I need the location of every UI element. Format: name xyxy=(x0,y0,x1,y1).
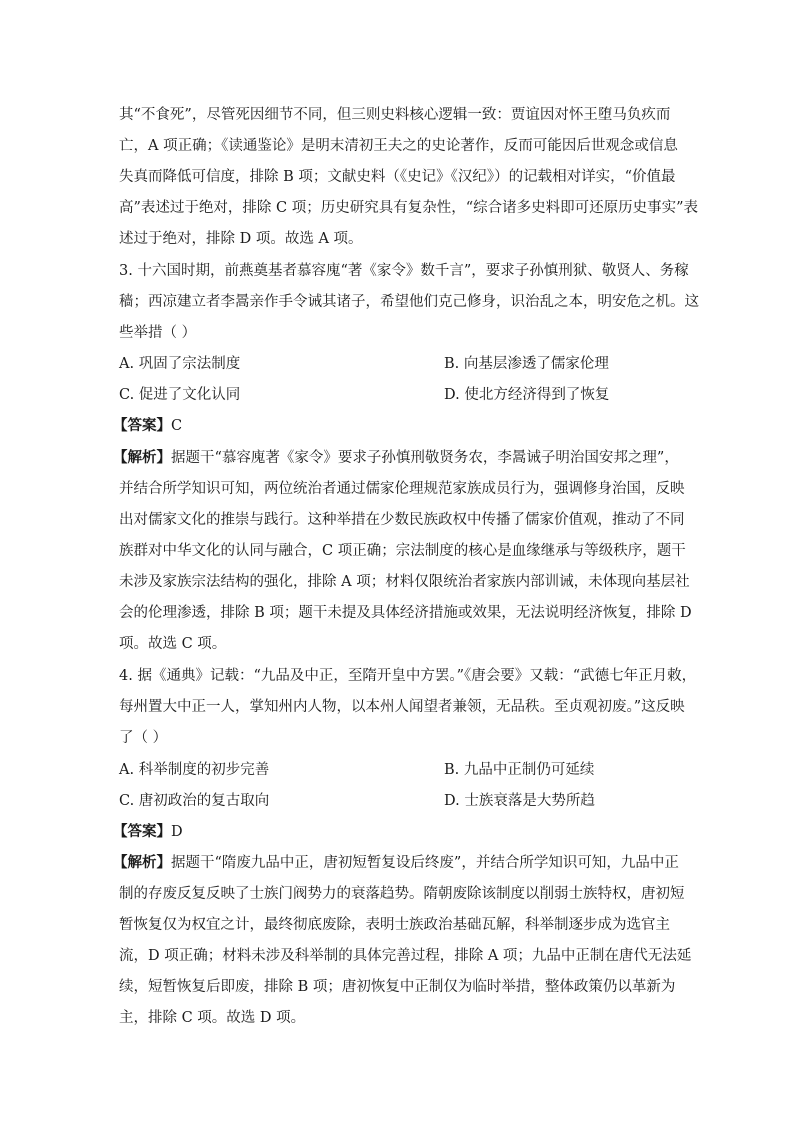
q4-option-d: D. 士族衰落是大势所趋 xyxy=(444,793,595,809)
q3-analysis-line: 出对儒家文化的推崇与践行。这种举措在少数民族政权中传播了儒家价值观，推动了不同 xyxy=(119,512,685,528)
q3-option-d: D. 使北方经济得到了恢复 xyxy=(444,387,610,403)
q4-stem-line: 每州置大中正一人，掌知州内人物，以本州人闻望者兼领，无品秩。至贞观初废。”这反映 xyxy=(119,699,685,715)
q4-option-a: A. 科举制度的初步完善 xyxy=(119,762,270,778)
q4-answer xyxy=(113,820,183,841)
analysis-label: 【解析】 xyxy=(113,854,171,871)
q4-option-b: B. 九品中正制仍可延续 xyxy=(444,762,595,778)
q3-analysis-line: 未涉及家族宗法结构的强化，排除 A 项；材料仅限统治者家族内部训诫，未体现向基层社 xyxy=(119,574,690,590)
analysis-text: 据题干“慕容廆著《家令》要求子孙慎刑敬贤务农，李暠诫子明治国安邦之理”， xyxy=(171,450,679,466)
q4-stem-line: 4. 据《通典》记载：“九品及中正，至隋开皇中方罢。”《唐会要》又载：“武德七年正月敕， xyxy=(119,668,697,684)
q4-analysis-line: 制的存废反复反映了士族门阀势力的衰落趋势。隋朝废除该制度以削弱士族特权，唐初短 xyxy=(119,886,685,902)
q3-answer xyxy=(113,414,182,435)
q3-analysis-line xyxy=(113,446,679,467)
q3-analysis-line: 项。故选 C 项。 xyxy=(119,636,227,652)
q4-analysis-line: 暂恢复仅为权宜之计，最终彻底废除，表明士族政治基础瓦解，科举制逐步成为选官主 xyxy=(119,917,670,933)
answer-value: D xyxy=(171,824,183,840)
q3-analysis-line: 族群对中华文化的认同与融合，C 项正确；宗法制度的核心是血缘继承与等级秩序，题干 xyxy=(119,543,686,559)
q4-stem-line: 了（ ） xyxy=(119,730,168,746)
q3-stem-line: 些举措（ ） xyxy=(119,325,197,341)
q3-option-b: B. 向基层渗透了儒家伦理 xyxy=(444,356,609,372)
answer-label: 【答案】 xyxy=(113,417,171,434)
q3-option-c: C. 促进了文化认同 xyxy=(119,387,241,403)
q4-analysis-line: 续，短暂恢复后即废，排除 B 项；唐初恢复中正制仅为临时举措，整体政策仍以革新为 xyxy=(119,979,676,995)
q4-option-c: C. 唐初政治的复古取向 xyxy=(119,793,270,809)
q2-analysis-line: 其“不食死”，尽管死因细节不同，但三则史料核心逻辑一致：贾谊因对怀王堕马负疚而 xyxy=(119,107,671,123)
q3-stem-line: 3. 十六国时期，前燕奠基者慕容廆“著《家令》数千言”，要求子孙慎刑狱、敬贤人、务稼 xyxy=(119,263,689,279)
q2-analysis-line: 亡，A 项正确；《读通鉴论》是明末清初王夫之的史论著作，反而可能因后世观念或信息 xyxy=(119,138,678,154)
q3-analysis-line: 并结合所学知识可知，两位统治者通过儒家伦理规范家族成员行为，强调修身治国，反映 xyxy=(119,481,685,497)
q3-option-a: A. 巩固了宗法制度 xyxy=(119,356,241,372)
q3-stem-line: 穑；西凉建立者李暠亲作手令诫其诸子，希望他们克己修身，识治乱之本，明安危之机。这 xyxy=(119,294,699,310)
answer-value: C xyxy=(171,418,183,434)
answer-label: 【答案】 xyxy=(113,823,171,840)
q2-analysis-line: 失真而降低可信度，排除 B 项；文献史料（《史记》《汉纪》）的记载相对详实，“价值最 xyxy=(119,169,676,185)
q4-analysis-line: 主，排除 C 项。故选 D 项。 xyxy=(119,1010,306,1026)
q2-analysis-line: 高”表述过于绝对，排除 C 项；历史研究具有复杂性，“综合诸多史料即可还原历史事实”表 xyxy=(119,200,699,216)
q4-analysis-line: 流，D 项正确；材料未涉及科举制的具体完善过程，排除 A 项；九品中正制在唐代无法延 xyxy=(119,948,692,964)
q2-analysis-line: 述过于绝对，排除 D 项。故选 A 项。 xyxy=(119,231,363,247)
analysis-label: 【解析】 xyxy=(113,449,171,466)
analysis-text: 据题干“隋废九品中正，唐初短暂复设后终废”，并结合所学知识可知，九品中正 xyxy=(171,855,679,871)
q4-analysis-line xyxy=(113,851,679,872)
q3-analysis-line: 会的伦理渗透，排除 B 项；题干未提及具体经济措施或效果，无法说明经济恢复，排除 D xyxy=(119,605,692,621)
